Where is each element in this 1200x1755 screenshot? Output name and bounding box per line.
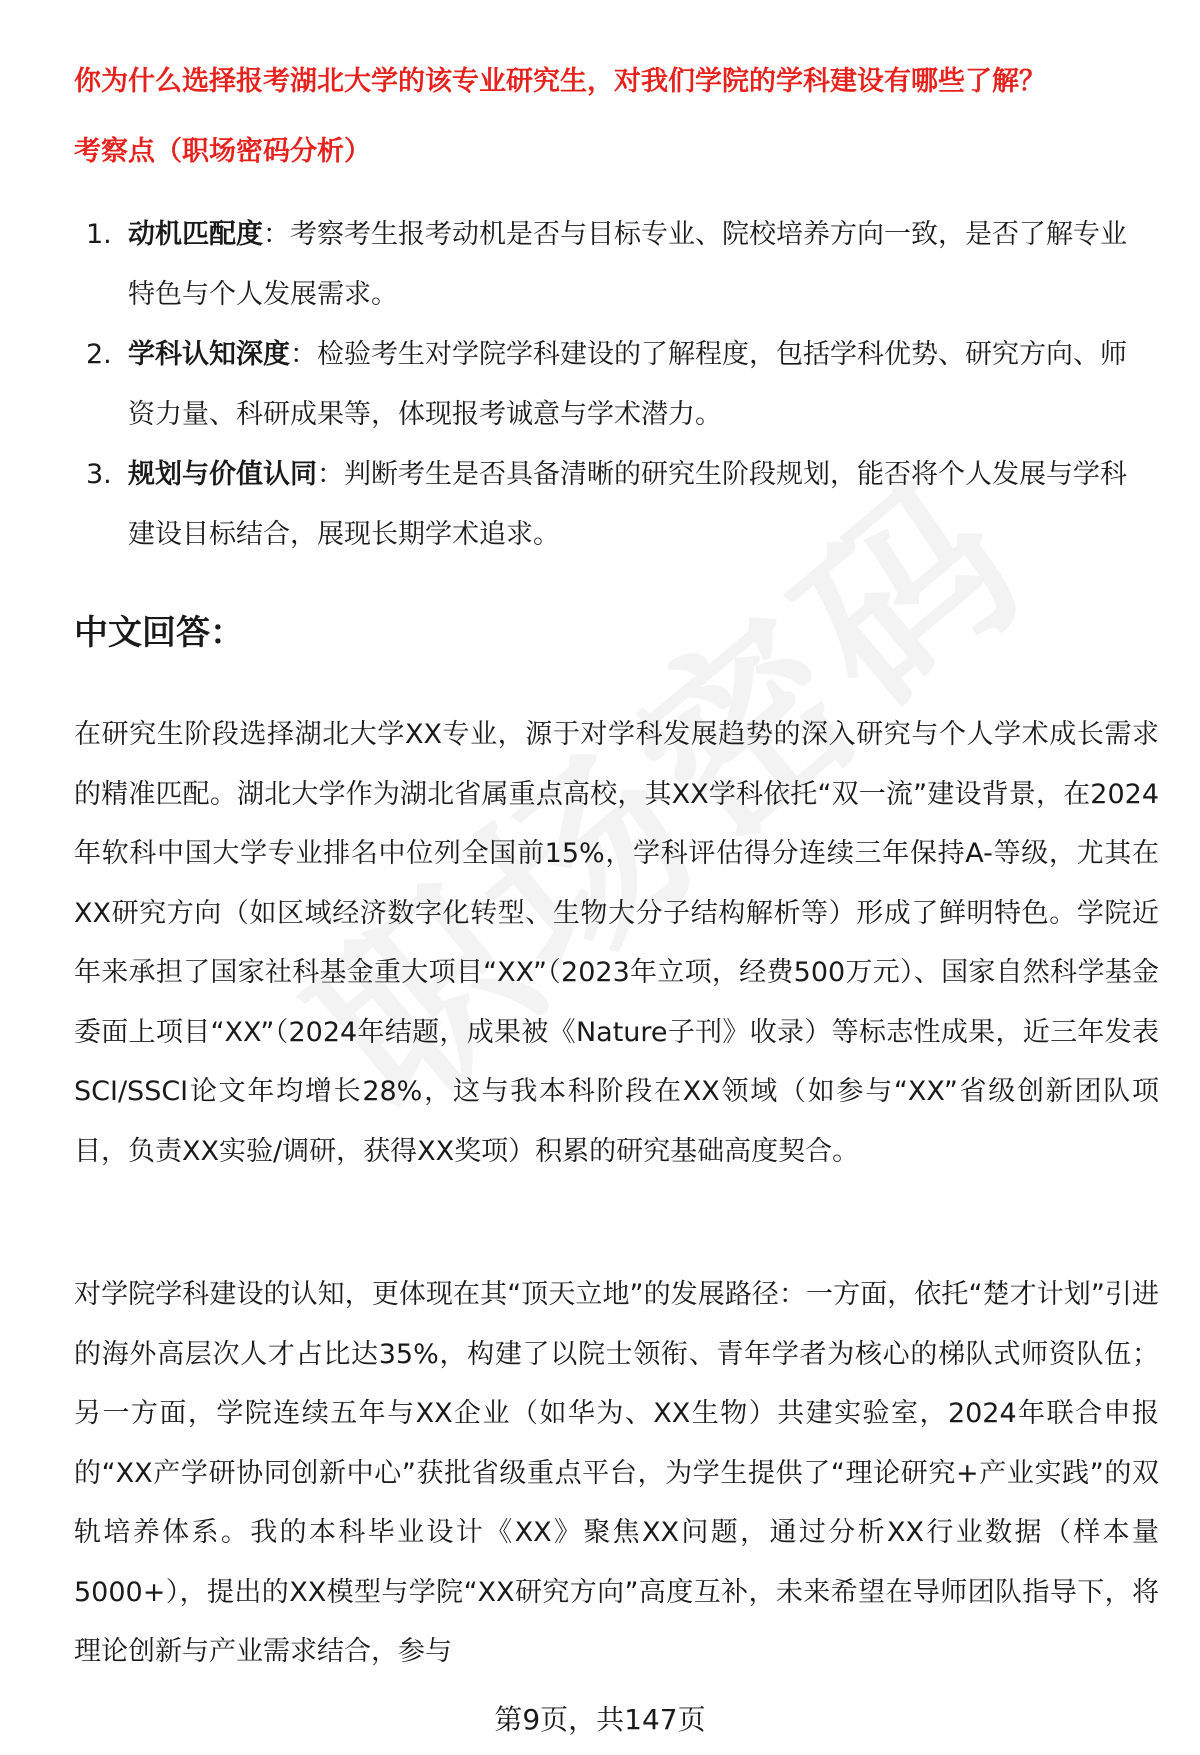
question-heading: 你为什么选择报考湖北大学的该专业研究生，对我们学院的学科建设有哪些了解？: [74, 66, 1046, 97]
list-term: 动机匹配度: [128, 219, 263, 250]
list-number: 2.: [86, 339, 112, 370]
list-item: [74, 205, 1144, 325]
list-term: 规划与价值认同: [128, 459, 317, 490]
answer-paragraph: 在研究生阶段选择湖北大学XX专业，源于对学科发展趋势的深入研究与个人学术成长需求的精准匹配。湖北大学作为湖北省属重点高校，其XX学科依托“双一流”建设背景，在2024年软科中国大学专业排名中位列全国前15%，学科评估得分连续三年保持A-等级，尤其在XX研究方向（如区域经济数字化转型、生物大分子结构解析等）形成了鲜明特色。学院近年来承担了国家社科基金重大项目“XX”（2023年立项，经费500万元）、国家自然科学基金委面上项目“XX”（2024年结题，成果被《Nature子刊》收录）等标志性成果，近三年发表SCI/SSCI论文年均增长28%，这与我本科阶段在XX领域（如参与“XX”省级创新团队项目，负责XX实验/调研，获得XX奖项）积累的研究基础高度契合。: [74, 719, 1159, 1167]
answer-section-title: 中文回答：: [74, 613, 244, 653]
list-text: ：检验考生对学院学科建设的了解程度，包括学科优势、研究方向、师资力量、科研成果等，体现报考诚意与学术潜力。: [128, 339, 1127, 430]
answer-paragraph: 对学院学科建设的认知，更体现在其“顶天立地”的发展路径：一方面，依托“楚才计划”引进的海外高层次人才占比达35%，构建了以院士领衔、青年学者为核心的梯队式师资队伍；另一方面，学院连续五年与XX企业（如华为、XX生物）共建实验室，2024年联合申报的“XX产学研协同创新中心”获批省级重点平台，为学生提供了“理论研究+产业实践”的双轨培养体系。我的本科毕业设计《XX》聚焦XX问题，通过分析XX行业数据（样本量5000+），提出的XX模型与学院“XX研究方向”高度互补，未来希望在导师团队指导下，将理论创新与产业需求结合，参与: [74, 1279, 1159, 1667]
list-term: 学科认知深度: [128, 339, 290, 370]
page-number: 第9页，共147页: [494, 1703, 706, 1736]
list-number: 3.: [86, 459, 112, 490]
list-text: ：考察考生报考动机是否与目标专业、院校培养方向一致，是否了解专业特色与个人发展需求。: [128, 219, 1127, 310]
list-item: [74, 325, 1144, 445]
list-text: ：判断考生是否具备清晰的研究生阶段规划，能否将个人发展与学科建设目标结合，展现长期学术追求。: [128, 459, 1127, 550]
list-item: [74, 445, 1144, 565]
assessment-points-list: [74, 205, 1144, 565]
list-number: 1.: [86, 219, 112, 250]
assessment-points-heading: 考察点（职场密码分析）: [74, 136, 371, 167]
